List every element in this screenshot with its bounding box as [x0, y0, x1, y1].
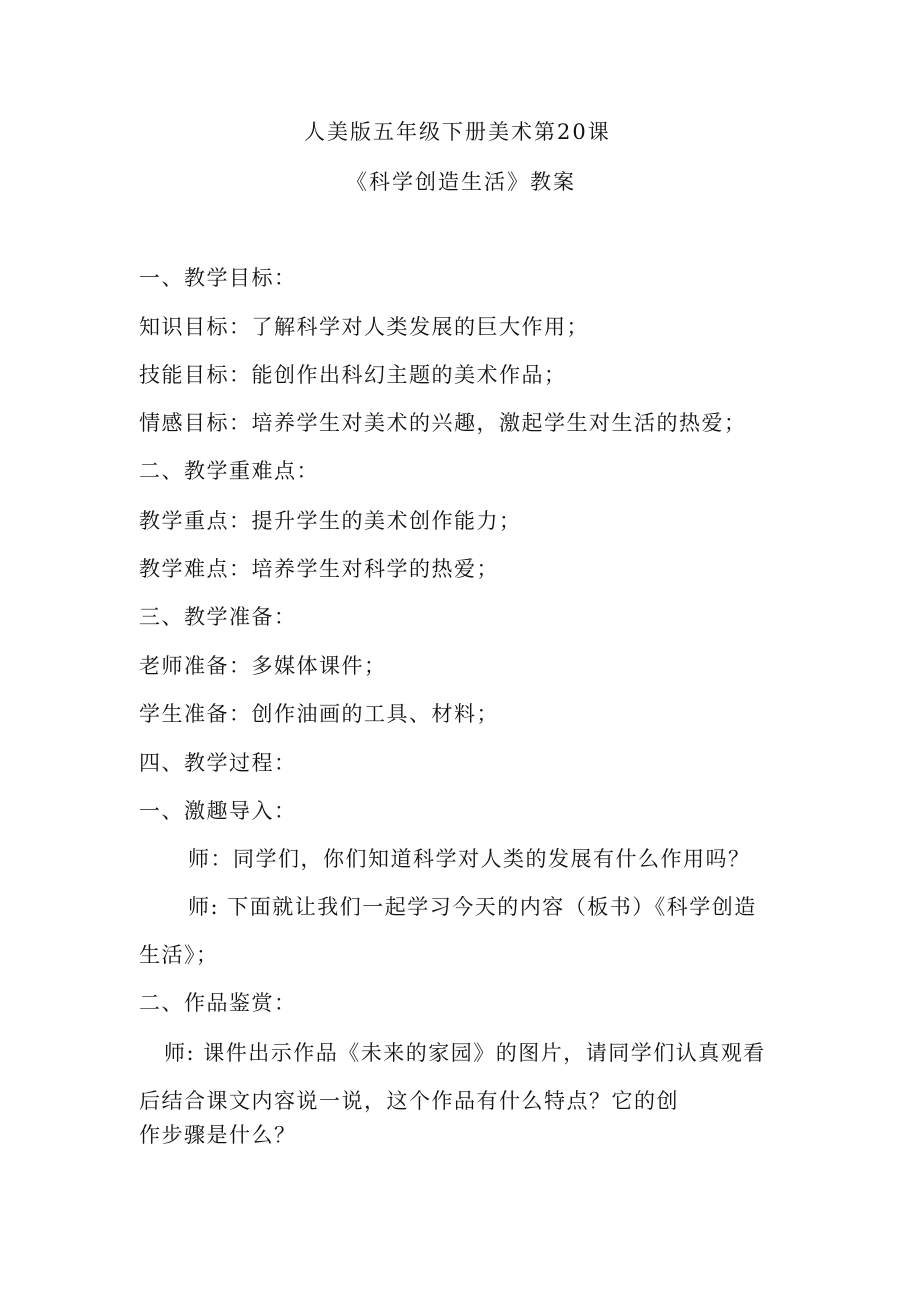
appreciation-paragraph-line2: 后结合课文内容说一说，这个作品有什么特点？它的创 — [139, 1089, 679, 1113]
teacher-preparation: 老师准备：多媒体课件； — [139, 654, 387, 678]
skill-goal: 技能目标：能创作出科幻主题的美术作品； — [139, 363, 567, 387]
knowledge-goal: 知识目标：了解科学对人类发展的巨大作用； — [139, 315, 589, 339]
section-heading-preparation: 三、教学准备： — [139, 605, 297, 629]
section-heading-goals: 一、教学目标： — [139, 266, 297, 290]
appreciation-paragraph-line3: 作步骤是什么？ — [139, 1123, 297, 1147]
subsection-heading-intro: 一、激趣导入： — [139, 799, 297, 823]
section-heading-key-points: 二、教学重难点： — [139, 459, 319, 483]
difficult-point: 教学难点：培养学生对科学的热爱； — [139, 557, 499, 581]
intro-paragraph-line1: 师：同学们，你们知道科学对人类的发展有什么作用吗？ — [188, 847, 751, 871]
emotion-goal: 情感目标：培养学生对美术的兴趣，激起学生对生活的热爱； — [139, 411, 747, 435]
key-point: 教学重点：提升学生的美术创作能力； — [139, 509, 522, 533]
section-heading-process: 四、教学过程： — [139, 751, 297, 775]
document-title-line2: 《科学创造生活》教案 — [346, 170, 576, 194]
student-preparation: 学生准备：创作油画的工具、材料； — [139, 702, 499, 726]
appreciation-paragraph-line1: 师: 课件出示作品《未来的家园》的图片，请同学们认真观看 — [164, 1041, 766, 1065]
intro-paragraph-line2b: 生活》； — [139, 943, 219, 967]
document-title-line1: 人美版五年级下册美术第20课 — [304, 120, 611, 144]
intro-paragraph-line2a: 师: 下面就让我们一起学习今天的内容（板书）《科学创造 — [188, 895, 757, 919]
subsection-heading-appreciation: 二、作品鉴赏： — [139, 991, 297, 1015]
